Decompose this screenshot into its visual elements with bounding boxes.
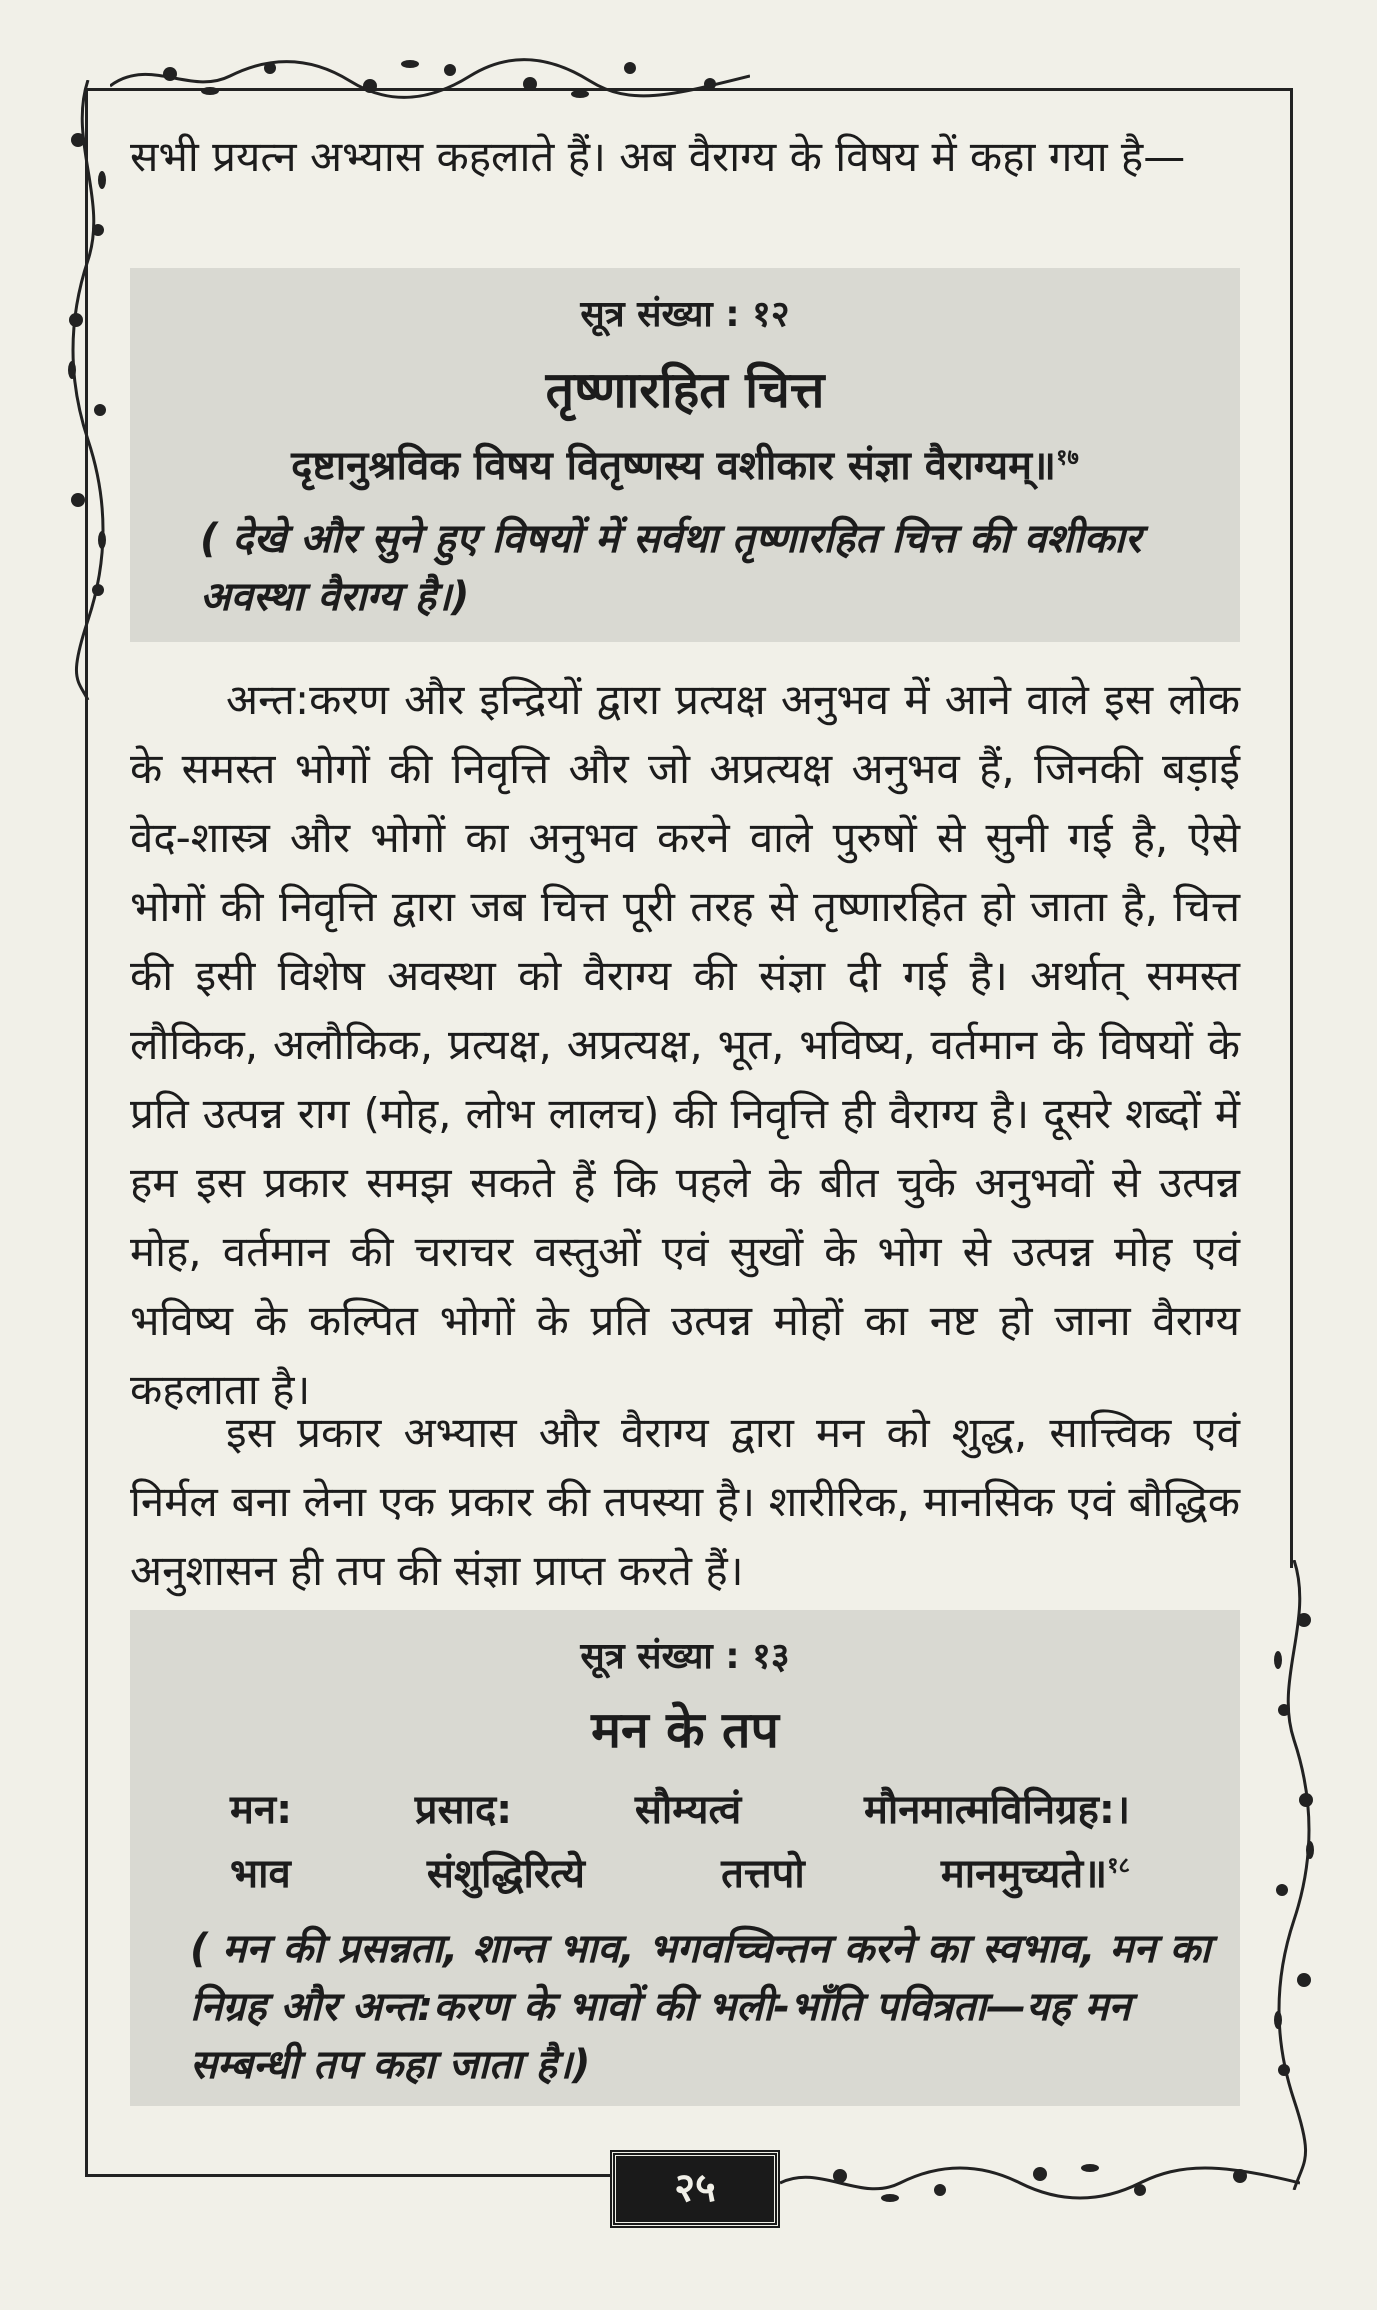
paragraph-2: इस प्रकार अभ्यास और वैराग्य द्वारा मन को शुद्ध, सात्त्विक एवं निर्मल बना लेना एक प्रकार की तपस्या है। शारीरिक, मानसिक एवं बौद्धिक अनुशासन ही तप की संज्ञा प्राप्त करते हैं। (130, 1408, 1240, 1595)
frame-border-right (1290, 88, 1293, 1568)
vine-ornament-right (1264, 1560, 1324, 2190)
sutra-13-title: मन के तप (591, 1701, 779, 1759)
vine-ornament-top (110, 46, 750, 106)
sutra-12-shloka-text: दृष्टानुश्रविक विषय वितृष्णस्य वशीकार संज्ञा वैराग्यम्॥ (291, 443, 1056, 489)
sutra-12-number: सूत्र संख्या : १२ (580, 294, 790, 335)
vine-ornament-bottom (780, 2158, 1300, 2208)
sutra-12-title: तृष्णारहित चित्त (545, 361, 825, 419)
page-number: २५ (612, 2152, 778, 2226)
sutra-13-number: सूत्र संख्या : १३ (580, 1636, 790, 1677)
intro-paragraph: सभी प्रयत्न अभ्यास कहलाते हैं। अब वैराग्य के विषय में कहा गया है— (130, 132, 1186, 181)
sutra-12-footnote: १७ (1055, 445, 1079, 471)
vine-ornament-left (58, 80, 118, 700)
shloka-word: भाव (230, 1851, 291, 1897)
shloka-word-last (941, 1844, 1130, 1899)
shloka-word: प्रसाद: (414, 1787, 513, 1833)
shloka-word: मौनमात्मविनिग्रह:। (863, 1787, 1130, 1833)
shloka-word: तत्तपो (721, 1851, 805, 1897)
sutra-12-shloka (130, 436, 1240, 491)
shloka-word: संशुद्धिरित्येे (426, 1851, 585, 1897)
shloka-word: मानमुच्यते॥ (940, 1851, 1108, 1897)
sutra-13-shloka-line-2 (230, 1844, 1130, 1899)
sutra-13-box (130, 1610, 1240, 2106)
sutra-12-box (130, 268, 1240, 642)
sutra-13-shloka-line-1 (230, 1780, 1130, 1835)
shloka-word: सौम्यत्वं (634, 1787, 742, 1833)
shloka-word: मन: (230, 1787, 293, 1833)
paragraph-1: अन्त:करण और इन्द्रियों द्वारा प्रत्यक्ष अनुभव में आने वाले इस लोक के समस्त भोगों की निवृत्ति और जो अप्रत्यक्ष अनुभव हैं, जिनकी बड़ाई वेद-शास्त्र और भोगों का अनुभव करने वाले पुरुषों से सुनी गई है, ऐसे भोगों की निवृत्ति द्वारा जब चित्त पूरी तरह से तृष्णारहित हो जाता है, चित्त की इसी विशेष अवस्था को वैराग्य की संज्ञा दी गई है। अर्थात् समस्त लौकिक, अलौकिक, प्रत्यक्ष, अप्रत्यक्ष, भूत, भविष्य, वर्तमान के विषयों के प्रति उत्पन्न राग (मोह, लोभ लालच) की निवृत्ति ही वैराग्य है। दूसरे शब्दों में हम इस प्रकार समझ सकते हैं कि पहले के बीत चुके अनुभवों से उत्पन्न मोह, वर्तमान की चराचर वस्तुओं एवं सुखों के भोग से उत्पन्न मोह एवं भविष्य के कल्पित भोगों के प्रति उत्पन्न मोहों का नष्ट हो जाना वैराग्य कहलाता है। (130, 675, 1240, 1414)
frame-border-bottom (85, 2174, 615, 2177)
sutra-13-meaning: ( मन की प्रसन्नता, शान्त भाव, भगवच्चिन्तन करने का स्वभाव, मन का निग्रह और अन्त:करण के भावों की भली-भाँति पवित्रता—यह मन सम्बन्धी तप कहा जाता है।) (190, 1926, 1211, 2088)
sutra-13-footnote: १८ (1107, 1853, 1130, 1879)
sutra-12-meaning: ( देखे और सुने हुए विषयों में सर्वथा तृष्णारहित चित्त की वशीकार अवस्था वैराग्य है।) (200, 516, 1142, 620)
